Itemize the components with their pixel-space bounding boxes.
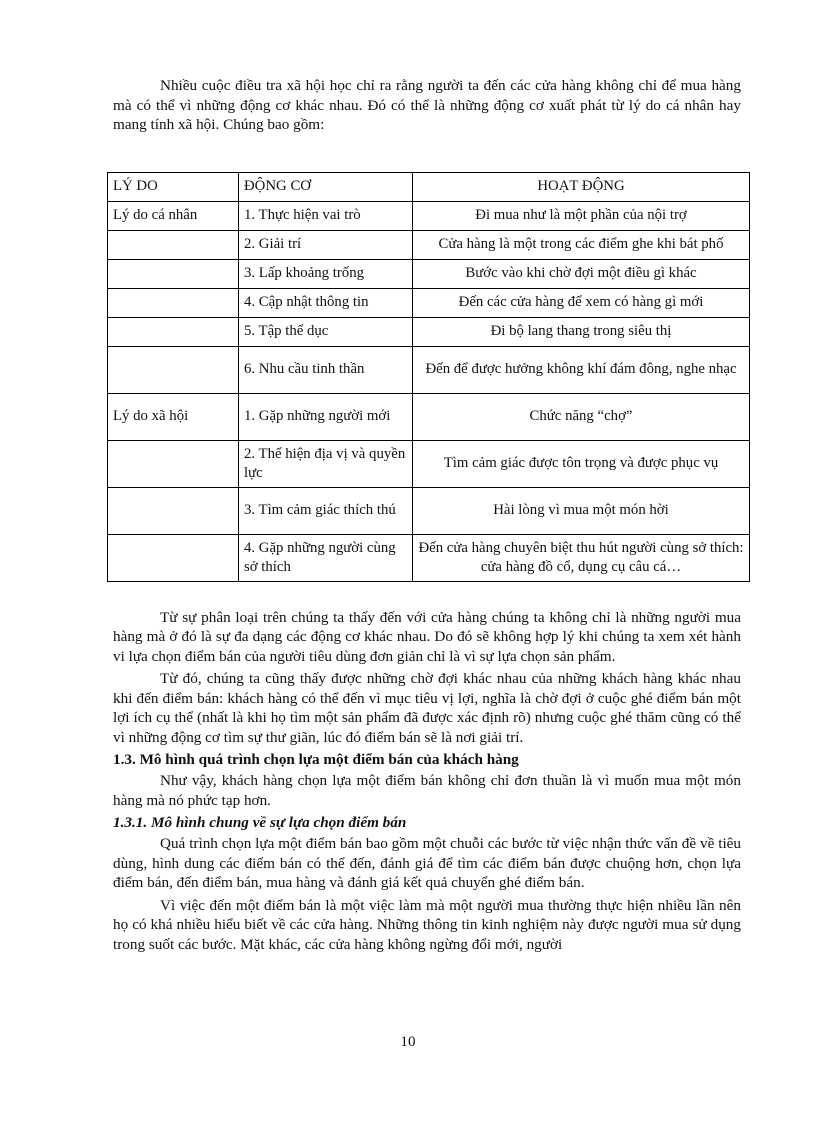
reason-cell — [108, 440, 239, 487]
activity-cell: Đi bộ lang thang trong siêu thị — [413, 317, 750, 346]
motive-cell: 2. Giải trí — [239, 230, 413, 259]
reason-cell — [108, 317, 239, 346]
table-row — [108, 288, 750, 317]
motive-cell: 6. Nhu cầu tinh thần — [239, 346, 413, 393]
table-row — [108, 393, 750, 440]
table-row — [108, 346, 750, 393]
table-row — [108, 317, 750, 346]
reason-cell: Lý do xã hội — [108, 393, 239, 440]
table-row — [108, 259, 750, 288]
reason-cell — [108, 230, 239, 259]
body-paragraph: Như vậy, khách hàng chọn lựa một điểm bán không chỉ đơn thuần là vì muốn mua một món hàng mà nó phức tạp hơn. — [113, 772, 741, 809]
reason-cell — [108, 259, 239, 288]
table-header-row — [108, 172, 750, 201]
reason-cell — [108, 288, 239, 317]
reason-cell — [108, 534, 239, 581]
reason-cell — [108, 487, 239, 534]
motive-cell: 1. Gặp những người mới — [239, 393, 413, 440]
intro-paragraph: Nhiều cuộc điều tra xã hội học chỉ ra rằng người ta đến các cửa hàng không chỉ để mua hàng mà có thể vì những động cơ khác nhau. Đó có thể là những động cơ xuất phát từ lý do cá nhân hay mang tính xã hội. Chúng bao gồm: — [113, 77, 741, 133]
activity-cell: Hài lòng vì mua một món hời — [413, 487, 750, 534]
subsection-heading: 1.3.1. Mô hình chung về sự lựa chọn điểm bán — [113, 814, 407, 831]
activity-cell: Cửa hàng là một trong các điểm ghe khi bát phố — [413, 230, 750, 259]
page-number: 10 — [400, 1033, 416, 1050]
header-activity: HOẠT ĐỘNG — [413, 172, 750, 201]
body-paragraph: Từ sự phân loại trên chúng ta thấy đến với cửa hàng chúng ta không chỉ là những người mua hàng mà ở đó là sự đa dạng các động cơ khác nhau. Do đó sẽ không hợp lý khi chúng ta xem xét hành vi lựa chọn điểm bán của người tiêu dùng đơn giản chỉ là vì sự lựa chọn sản phẩm. — [113, 608, 741, 665]
body-paragraph: Vì việc đến một điểm bán là một việc làm mà một người mua thường thực hiện nhiều lần nên họ có khá nhiều hiểu biết về các cửa hàng. Những thông tin kinh nghiệm này được người mua sử dụng trong suốt các bước. Mặt khác, các cửa hàng không ngừng đổi mới, người — [113, 896, 741, 953]
body-paragraph: Quá trình chọn lựa một điểm bán bao gồm một chuỗi các bước từ việc nhận thức vấn đề về tiêu dùng, hình dung các điểm bán có thể đến, đánh giá để tìm các điểm bán được chuộng hơn, chọn lựa điểm bán, đến điểm bán, mua hàng và đánh giá kết quả chuyển ghé điểm bán. — [113, 835, 741, 891]
activity-cell: Đi mua như là một phần của nội trợ — [413, 201, 750, 230]
motive-cell: 3. Tìm cảm giác thích thú — [239, 487, 413, 534]
table-row — [108, 201, 750, 230]
table-row — [108, 230, 750, 259]
motive-cell: 4. Cập nhật thông tin — [239, 288, 413, 317]
reason-cell: Lý do cá nhân — [108, 201, 239, 230]
table-row — [108, 534, 750, 581]
activity-cell: Tìm cảm giác được tôn trọng và được phục vụ — [413, 440, 750, 487]
reason-cell — [108, 346, 239, 393]
document-page — [113, 76, 744, 957]
activity-cell: Chức năng “chợ” — [413, 393, 750, 440]
header-reason: LÝ DO — [108, 172, 239, 201]
table-row — [108, 487, 750, 534]
header-motive: ĐỘNG CƠ — [239, 172, 413, 201]
body-paragraph: Từ đó, chúng ta cũng thấy được những chờ đợi khác nhau của những khách hàng khác nhau khi đến điểm bán: khách hàng có thể đến vì mục tiêu vị lợi, nghĩa là chờ đợi ở cuộc ghé điểm bán một lợi ích cụ thể (nhất là khi họ tìm một sản phẩm đã được xác định rõ) nhưng cuộc ghé thăm cũng có thể vì những động cơ tìm sự thư giãn, lúc đó điểm bán sẽ là nơi giải trí. — [113, 670, 741, 746]
motives-table — [107, 172, 750, 582]
motive-cell: 5. Tập thể dục — [239, 317, 413, 346]
activity-cell: Đến để được hưởng không khí đám đông, nghe nhạc — [413, 346, 750, 393]
activity-cell: Bước vào khi chờ đợi một điều gì khác — [413, 259, 750, 288]
motive-cell: 3. Lấp khoảng trống — [239, 259, 413, 288]
activity-cell: Đến các cửa hàng để xem có hàng gì mới — [413, 288, 750, 317]
table-row — [108, 440, 750, 487]
motive-cell: 1. Thực hiện vai trò — [239, 201, 413, 230]
section-heading: 1.3. Mô hình quá trình chọn lựa một điểm bán của khách hàng — [113, 751, 519, 768]
motive-cell: 4. Gặp những người cùng sở thích — [239, 534, 413, 581]
activity-cell: Đến cửa hàng chuyên biệt thu hút người cùng sở thích: cửa hàng đồ cổ, dụng cụ câu cá… — [413, 534, 750, 581]
motive-cell: 2. Thể hiện địa vị và quyền lực — [239, 440, 413, 487]
